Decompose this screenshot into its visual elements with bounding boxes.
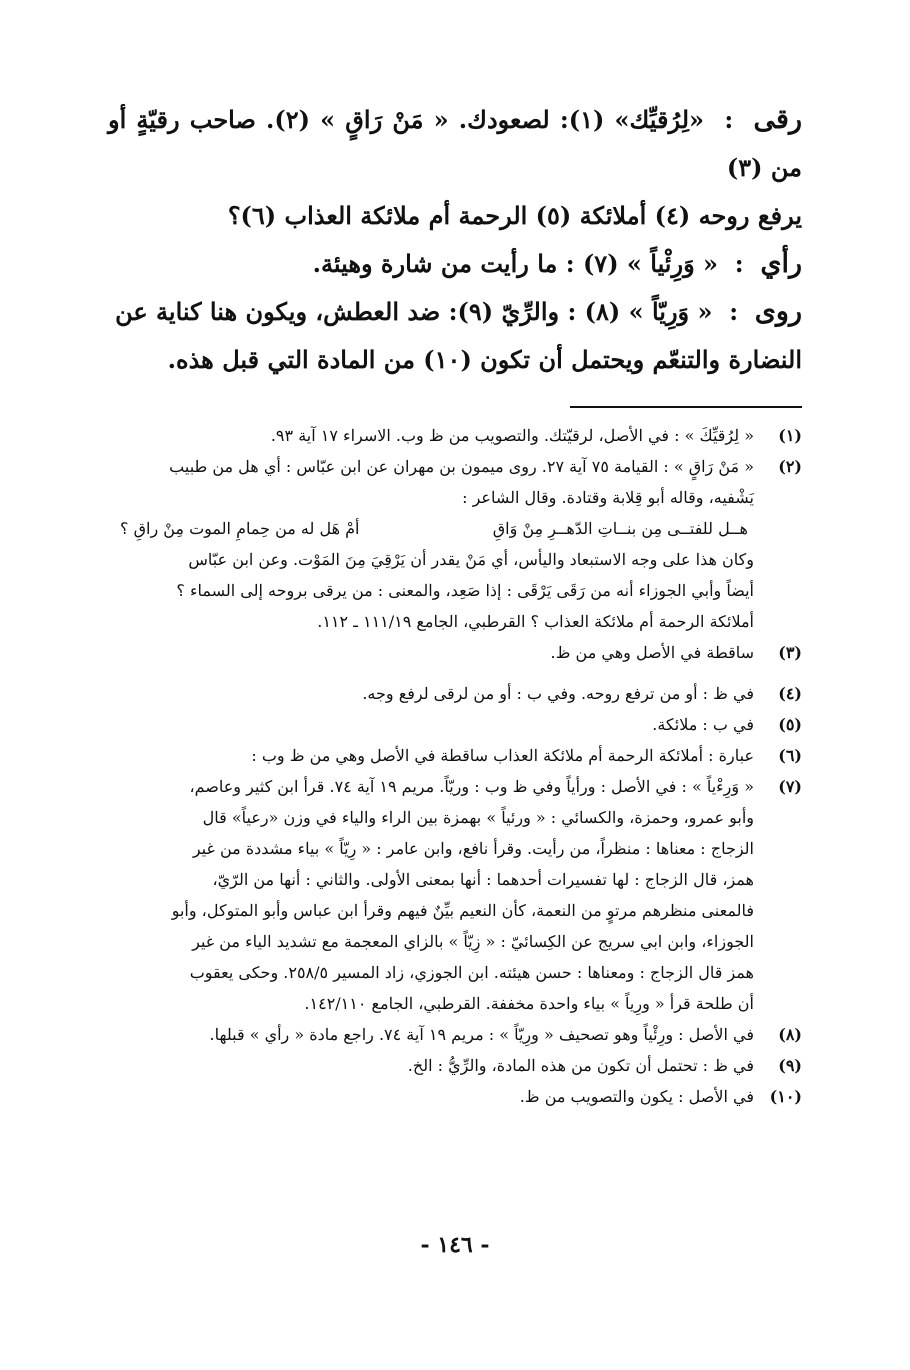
poem-hemistich-first: هــل للفتــى مِن بنــاتِ الدّهــرِ مِنْ وَاقِ [492, 519, 748, 538]
footnote-line: « لِرُقيِّكَ » : في الأصل، لرقيّتك. والتصويب من ظ وب. الاسراء ١٧ آية ٩٣. [270, 426, 754, 445]
footnote-3 [108, 637, 802, 668]
footnote-number: (٧) [778, 777, 802, 796]
footnote-line: يَشْفيه، وقاله أبو قِلابة وقتادة. وقال الشاعر : [462, 488, 754, 507]
entry-raay: رأي : « وَرِئْياً » (٧) : ما رأيت من شارة وهيئة. [312, 248, 802, 279]
footnote-8 [108, 1019, 802, 1050]
footnote-number: (٤) [778, 684, 802, 703]
entry-term: رقى [753, 104, 802, 135]
footnote-line: « وَرِءْياً » : في الأصل : ورأياً وفي ظ وب : وريّاً. مريم ١٩ آية ٧٤. قرأ ابن كثير وعاصم، [189, 777, 754, 796]
footnote-divider [570, 406, 802, 408]
footnote-line: « مَنْ رَاقٍ » : القيامة ٧٥ آية ٢٧. روى ميمون بن مهران عن ابن عبّاس : أي هل من طبيب [169, 457, 754, 476]
entry-term: رأي [760, 248, 802, 279]
footnote-7 [108, 771, 802, 1019]
footnote-10 [108, 1081, 802, 1112]
footnote-line: همز قال الزجاج : ومعناها : حسن هيئته. ابن الجوزي، زاد المسير ٢٥٨/٥. وحكى يعقوب [189, 963, 754, 982]
footnote-4 [108, 678, 802, 709]
footnote-line: أيضاً وأبي الجوزاء أنه من رَقَى يَرْقَى : إذا صَعِد، والمعنى : من يرقى بروحه إلى السماء ؟ [176, 581, 754, 600]
entry-raqa: رقى : «لِرُقيِّك» (١): لصعودك. « مَنْ رَاقٍ » (٢). صاحب رقيّةٍ أو من (٣) يرفع روحه (٤) أملائكة (٥) الرحمة أم ملائكة العذاب (٦)؟ [108, 96, 802, 240]
footnote-2 [108, 451, 802, 637]
footnote-6 [108, 740, 802, 771]
poem-verse [108, 513, 754, 544]
footnote-line: في ب : ملائكة. [652, 715, 754, 734]
footnote-line: أملائكة الرحمة أم ملائكة العذاب ؟ القرطبي، الجامع ١١١/١٩ ـ ١١٢. [317, 612, 754, 631]
poem-hemistich-second: أمْ هَل له من حِمامِ الموت مِنْ راقِ ؟ [120, 519, 360, 538]
entry-line: « وَرِئْياً » (٧) : ما رأيت من شارة وهيئة. [312, 249, 719, 278]
footnote-number: (١) [778, 426, 802, 445]
entry-line: يرفع روحه (٤) أملائكة (٥) الرحمة أم ملائكة العذاب (٦)؟ [227, 201, 802, 230]
footnote-line: الجوزاء، وابن ابي سريج عن الكِسائيّ : « زِيّاً » بالزاي المعجمة مع تشديد الياء من غير [192, 932, 754, 951]
footnote-line: في ظ : تحتمل أن تكون من هذه المادة، والرِّيُّ : الخ. [407, 1056, 754, 1075]
footnote-number: (٥) [778, 715, 802, 734]
footnote-line: فالمعنى منظرهم مرتوٍ من النعمة، كأن النعيم بيِّنٌ فيهم وقرأ ابن عباس وأبو المتوكل، وأبو [171, 901, 754, 920]
footnote-line: أن طلحة قرأ « ورِياً » بياء واحدة مخففة. القرطبي، الجامع ١٤٢/١١٠. [304, 994, 754, 1013]
entry-rawa: روى : « وَرِيّاً » (٨) : والرِّيّ (٩): ضد العطش، ويكون هنا كناية عن النضارة والتنعّم ويحتمل أن تكون (١٠) من المادة التي قبل هذه. [108, 288, 802, 384]
footnote-number: (٦) [778, 746, 802, 765]
footnote-line: همز، قال الزجاج : لها تفسيرات أحدهما : أنها بمعنى الأولى. والثاني : أنها من الرّيّ، [212, 870, 754, 889]
footnote-line: الزجاج : معناها : منظراً، من رأيت. وقرأ نافع، وابن عامر : « رِيّاً » بياء مشددة من غير [192, 839, 754, 858]
footnote-line: ساقطة في الأصل وهي من ظ. [550, 643, 754, 662]
entry-term: روى [754, 296, 802, 327]
footnote-9 [108, 1050, 802, 1081]
page-number: - ١٤٦ - [420, 1232, 490, 1258]
entry-line: «لِرُقيِّك» (١): لصعودك. « مَنْ رَاقٍ » (٢). صاحب رقيّةٍ أو من (٣) [108, 105, 802, 182]
footnote-number: (٨) [778, 1025, 802, 1044]
main-text [108, 96, 802, 384]
footnote-number: (١٠) [769, 1087, 802, 1106]
footnote-number: (٩) [778, 1056, 802, 1075]
entry-line: النضارة والتنعّم ويحتمل أن تكون (١٠) من المادة التي قبل هذه. [167, 345, 802, 374]
footnote-number: (٣) [778, 643, 802, 662]
footnote-1 [108, 420, 802, 451]
footnote-line: عبارة : أملائكة الرحمة أم ملائكة العذاب ساقطة في الأصل وهي من ظ وب : [251, 746, 754, 765]
footnote-5 [108, 709, 802, 740]
footnote-number: (٢) [778, 457, 802, 476]
footnote-line: في ظ : أو من ترفع روحه. وفي ب : أو من لرقى لرفع وجه. [362, 684, 754, 703]
footnote-line: في الأصل : ورِئْياً وهو تصحيف « ورِيّاً » : مريم ١٩ آية ٧٤. راجع مادة « رأي » قبلها. [209, 1025, 754, 1044]
entry-line: « وَرِيّاً » (٨) : والرِّيّ (٩): ضد العطش، ويكون هنا كناية عن [115, 297, 713, 326]
footnotes [108, 420, 802, 1112]
footnote-line: وكان هذا على وجه الاستبعاد واليأس، أي مَنْ يقدر أن يَرْقِيَ مِنَ المَوْت. وعن ابن عبّاس [188, 550, 754, 569]
footnote-line: وأبو عمرو، وحمزة، والكسائي : « ورئياً » بهمزة بين الراء والياء في وزن «رعياً» قال [202, 808, 754, 827]
footnote-line: في الأصل : يكون والتصويب من ظ. [519, 1087, 754, 1106]
